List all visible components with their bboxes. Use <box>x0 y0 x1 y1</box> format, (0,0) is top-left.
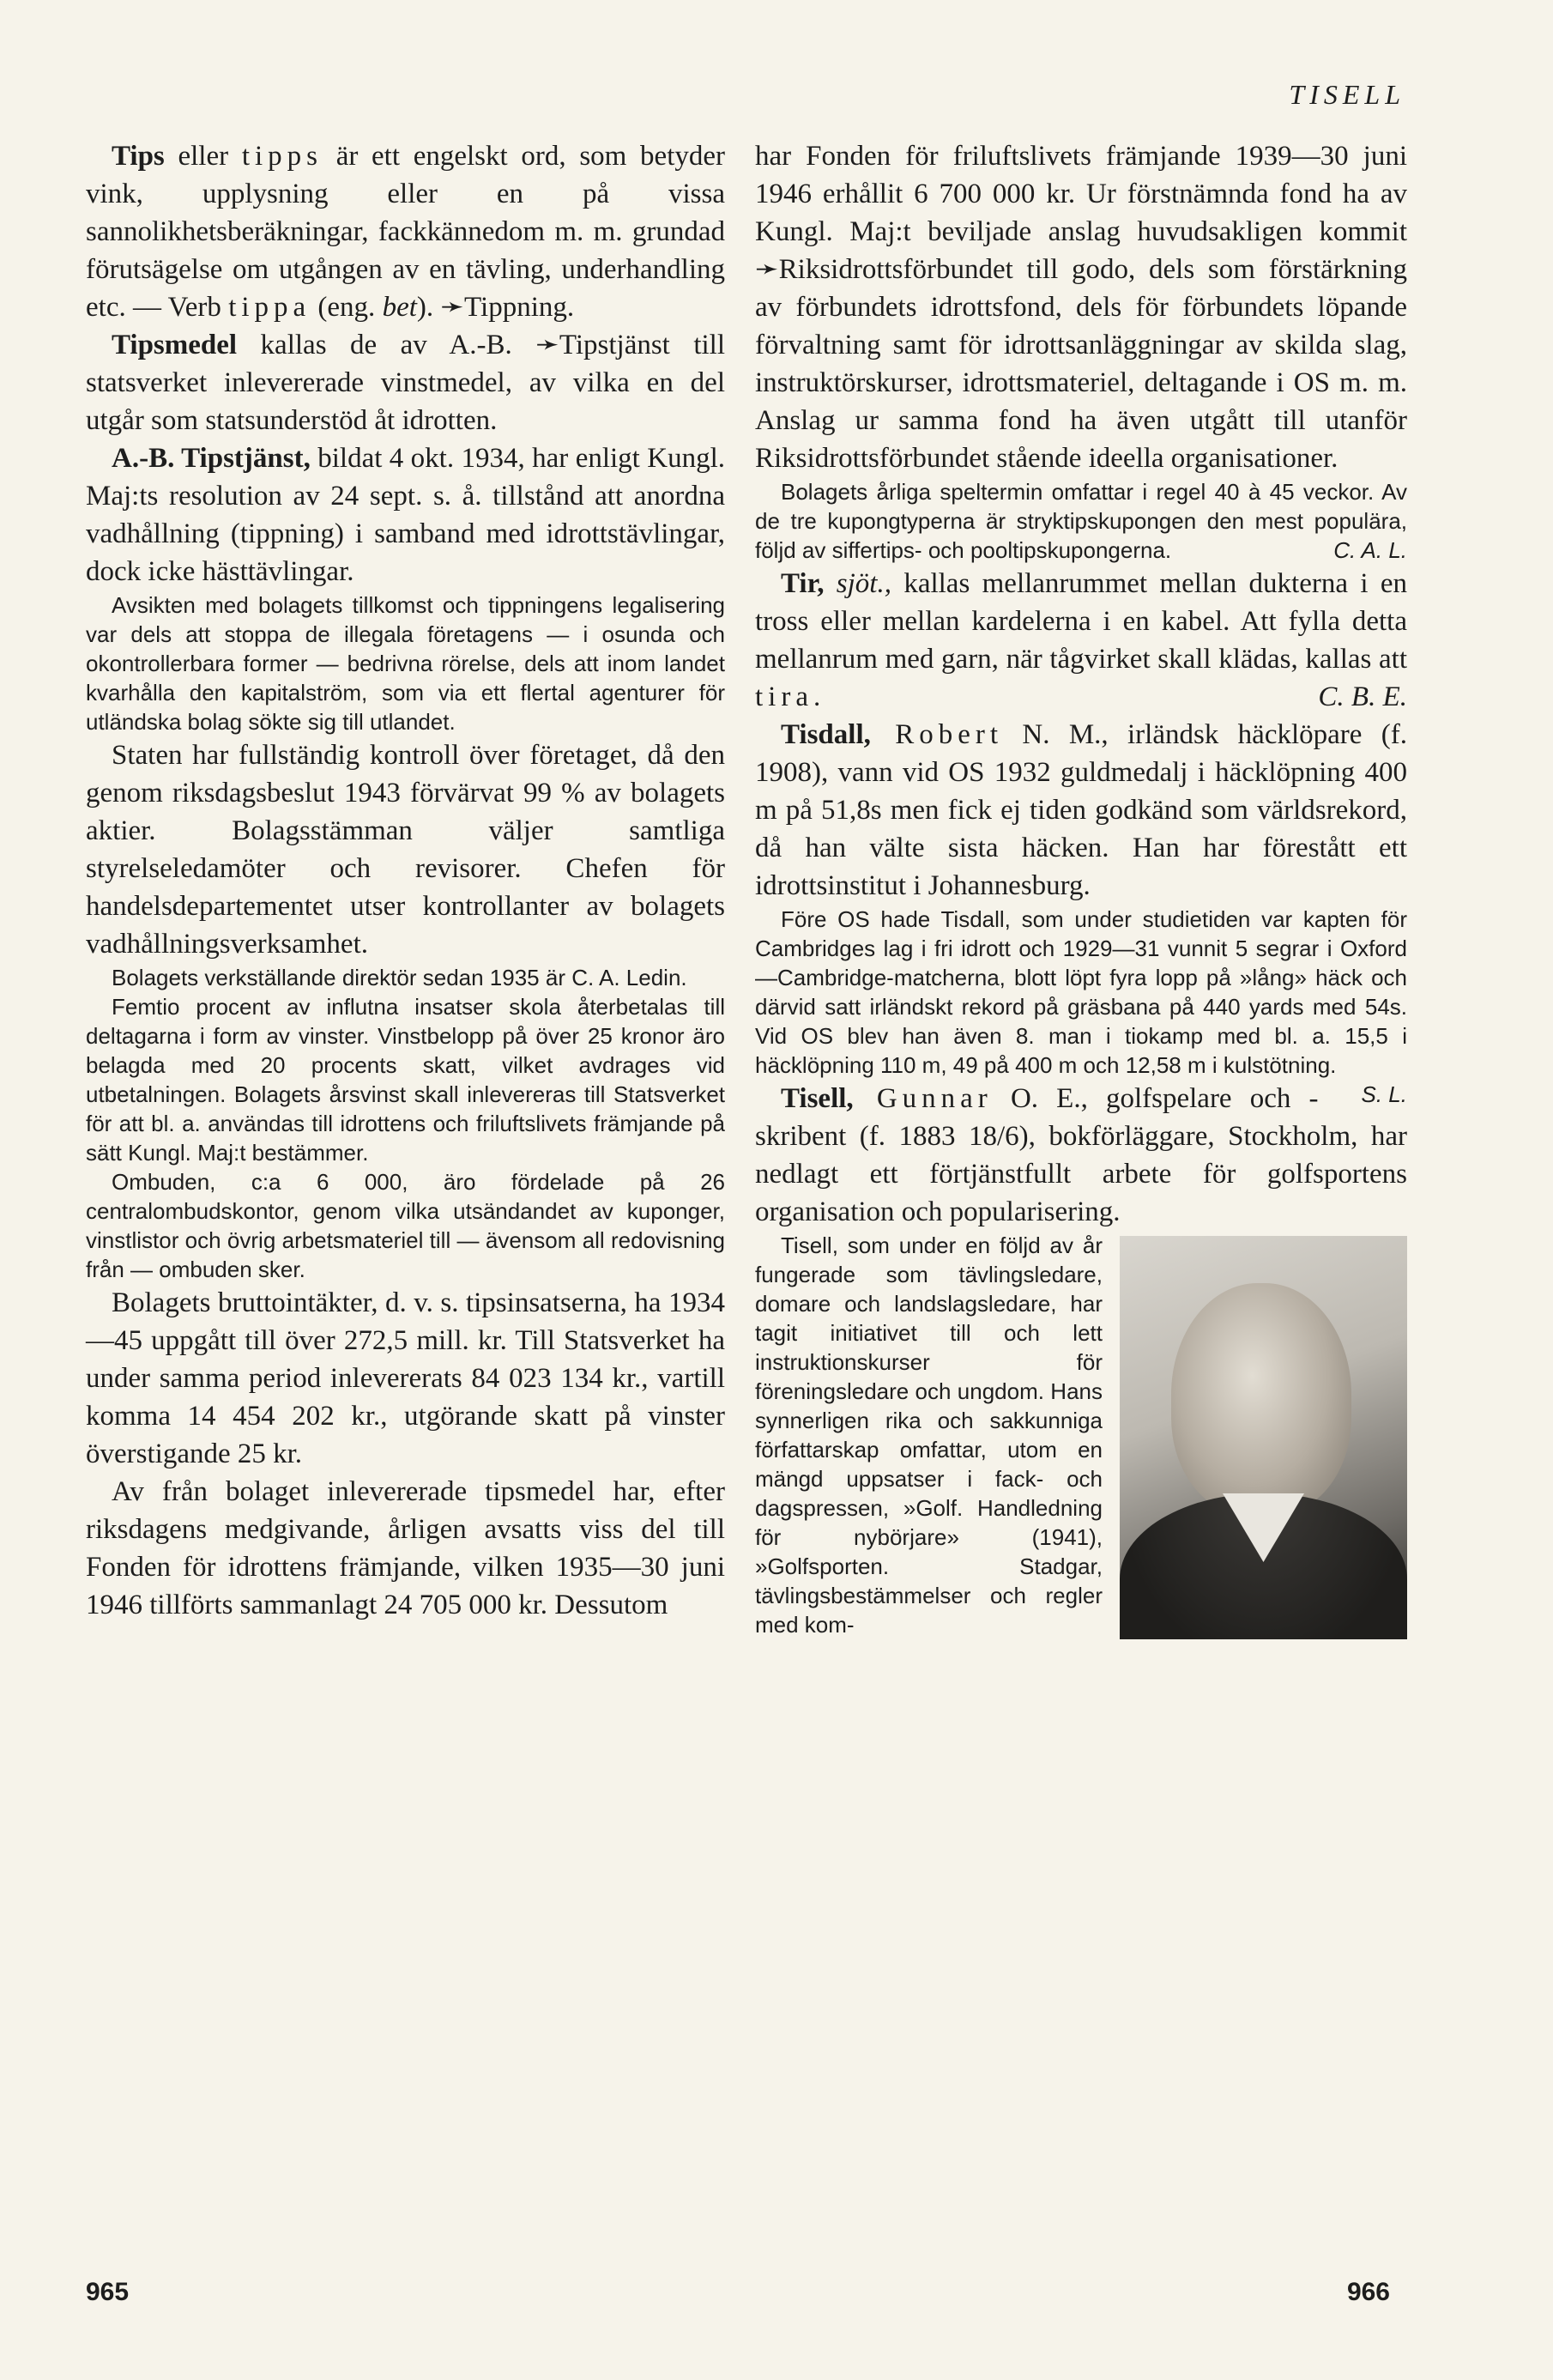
headword-tisdall: Tisdall, <box>781 719 871 750</box>
page-number-left: 965 <box>86 2278 130 2306</box>
entry-tisell: Tisell, Gunnar O. E., golfspelare och -skribent (f. 1883 18/6), bokförläggare, Stockholm, har nedlagt ett förtjänstfullt arbete för golfsportens organisation och popularisering. <box>755 1083 1407 1227</box>
small-paragraph: Bolagets årliga speltermin omfattar i regel 40 à 45 veckor. Av de tre kupongtyperna är stryktipskupongen den mest populära, följd av siffertips- och pooltipskupongerna. C. A. L. <box>755 479 1407 563</box>
small-paragraph: Femtio procent av influtna insatser skola återbetalas till deltagarna i form av vinster. Vinstbelopp på över 25 kronor äro belagda med 20 procents skatt, vilket avdrages vid utbetalningen. Bolagets årsvinst skall inlevereras till Statsverket för att bl. a. användas till idrottens och friluftslivets främjande på sätt Kungl. Maj:t bestämmer. <box>86 994 725 1166</box>
entry-tipsmedel: Tipsmedel kallas de av A.-B. ➛Tipstjänst till statsverket inlevererade vinstmedel, av vilka en del utgår som statsunderstöd åt idrotten. <box>86 330 725 436</box>
small-paragraph: Före OS hade Tisdall, som under studietiden var kapten för Cambridges lag i fri idrott och 1929—31 vunnit 5 segrar i Oxford—Cambridge-matcherna, blott löpt fyra lopp på »lång» häck och därvid satt irländskt rekord på gräsbana på 440 yards med 54s. Vid OS blev han även 8. man i tiokamp med bl. a. 15,5 i häcklöpning 110 m, 49 på 400 m och 12,58 m i kulstötning. S. L. <box>755 906 1407 1107</box>
entry-tisdall: Tisdall, Robert N. M., irländsk häcklöpare (f. 1908), vann vid OS 1932 guldmedalj i häcklöpning 400 m på 51,8s men fick ej tiden godkänd som världsrekord, då han välte sista häcken. Han har förestått ett idrottsinstitut i Johannesburg. <box>755 719 1407 901</box>
small-paragraph: Ombuden, c:a 6 000, äro fördelade på 26 centralombudskontor, genom vilka utsändandet av kuponger, vinstlistor och övrig arbetsmateriel till — ävensom all redovisning från — ombuden sker. <box>86 1169 725 1282</box>
small-paragraph: Avsikten med bolagets tillkomst och tippningens legalisering var dels att stoppa de illegala företagens — i osunda och okontrollerbara former — bedrivna rörelse, dels att inom landet kvarhålla den kapitalström, som via ett flertal agenturer för utländska bolag sökte sig till utlandet. <box>86 592 725 735</box>
entry-tips: Tips eller tipps är ett engelskt ord, som betyder vink, upplysning eller en på vissa sannolikhetsberäkningar, fackkännedom m. m. grundad förutsägelse om utgången av en tävling, underhandling etc. — Verb tippa (eng. bet). ➛Tippning. <box>86 141 726 323</box>
left-column <box>86 137 725 1624</box>
page-number-right: 966 <box>1346 2278 1390 2306</box>
body-paragraph: Bolagets bruttointäkter, d. v. s. tipsinsatserna, ha 1934—45 uppgått till över 272,5 mill. kr. Till Statsverket ha under samma period inlevererats 84 023 134 kr., vartill komma 14 454 202 kr., utgörande skatt på vinster överstigande 25 kr. <box>86 1287 725 1469</box>
headword-tipstjanst: A.-B. Tipstjänst, <box>112 443 311 474</box>
headword-tips: Tips <box>112 141 165 172</box>
signature: C. B. E. <box>1318 681 1407 712</box>
portrait-head <box>1171 1283 1351 1515</box>
signature: S. L. <box>1361 1081 1407 1107</box>
headword-tisell: Tisell, <box>781 1083 854 1114</box>
signature: C. A. L. <box>1333 537 1407 563</box>
small-paragraph: Tisell, som under en följd av år fungerade som tävlingsledare, domare och landslagsledare, har tagit initiativet till och lett instruktionskurser för föreningsledare och ungdom. Hans synnerligen rika och sakkunniga författarskap omfattar, utom en mängd uppsatser i fack- och dagspressen, »Golf. Handledning för nybörjare» (1941), »Golfsporten. Stadgar, tävlingsbestämmelser och regler med kom- <box>755 1232 1103 1638</box>
entry-tir: Tir, sjöt., kallas mellanrummet mellan dukterna i en tross eller mellan kardelerna i en kabel. Att fylla detta mellanrum med garn, när tågvirket skall klädas, kallas att tira. C. B. E. <box>755 565 1407 716</box>
headword-tir: Tir, <box>781 568 825 599</box>
body-paragraph: Av från bolaget inlevererade tipsmedel har, efter riksdagens medgivande, årligen avsatts viss del till Fonden för idrottens främjande, vilken 1935—30 juni 1946 tillförts sammanlagt 24 705 000 kr. Dessutom <box>86 1476 725 1620</box>
entry-tipstjanst: A.-B. Tipstjänst, bildat 4 okt. 1934, har enligt Kungl. Maj:ts resolution av 24 sept. s. å. tillstånd att anordna vadhållning (tippning) i samband med idrottstävlingar, dock icke hästtävlingar. <box>86 443 725 587</box>
body-paragraph: Staten har fullständig kontroll över företaget, då den genom riksdagsbeslut 1943 förvärvat 99 % av bolagets aktier. Bolagsstämman väljer samtliga styrelseledamöter och revisorer. Chefen för handelsdepartementet utser kontrollanter av bolagets vadhållningsverksamhet. <box>86 740 725 960</box>
body-paragraph: har Fonden för friluftslivets främjande 1939—30 juni 1946 erhållit 6 700 000 kr. Ur förstnämnda fond ha av Kungl. Maj:t beviljade anslag huvudsakligen kommit ➛Riksidrottsförbundet till godo, dels som förstärkning av förbundets idrottsfond, dels för förbundets löpande förvaltning samt för idrottsanläggningar av skilda slag, instruktörskurser, idrottsmateriel, deltagande i OS m. m. Anslag ur samma fond ha även utgått till utanför Riksidrottsförbundet stående ideella organisationer. <box>755 141 1407 474</box>
right-column <box>755 137 1407 1646</box>
small-paragraph: Bolagets verkställande direktör sedan 1935 är C. A. Ledin. <box>112 965 687 990</box>
running-head: TISELL <box>1289 79 1405 110</box>
portrait-photo <box>1120 1236 1407 1639</box>
headword-tipsmedel: Tipsmedel <box>112 330 238 360</box>
